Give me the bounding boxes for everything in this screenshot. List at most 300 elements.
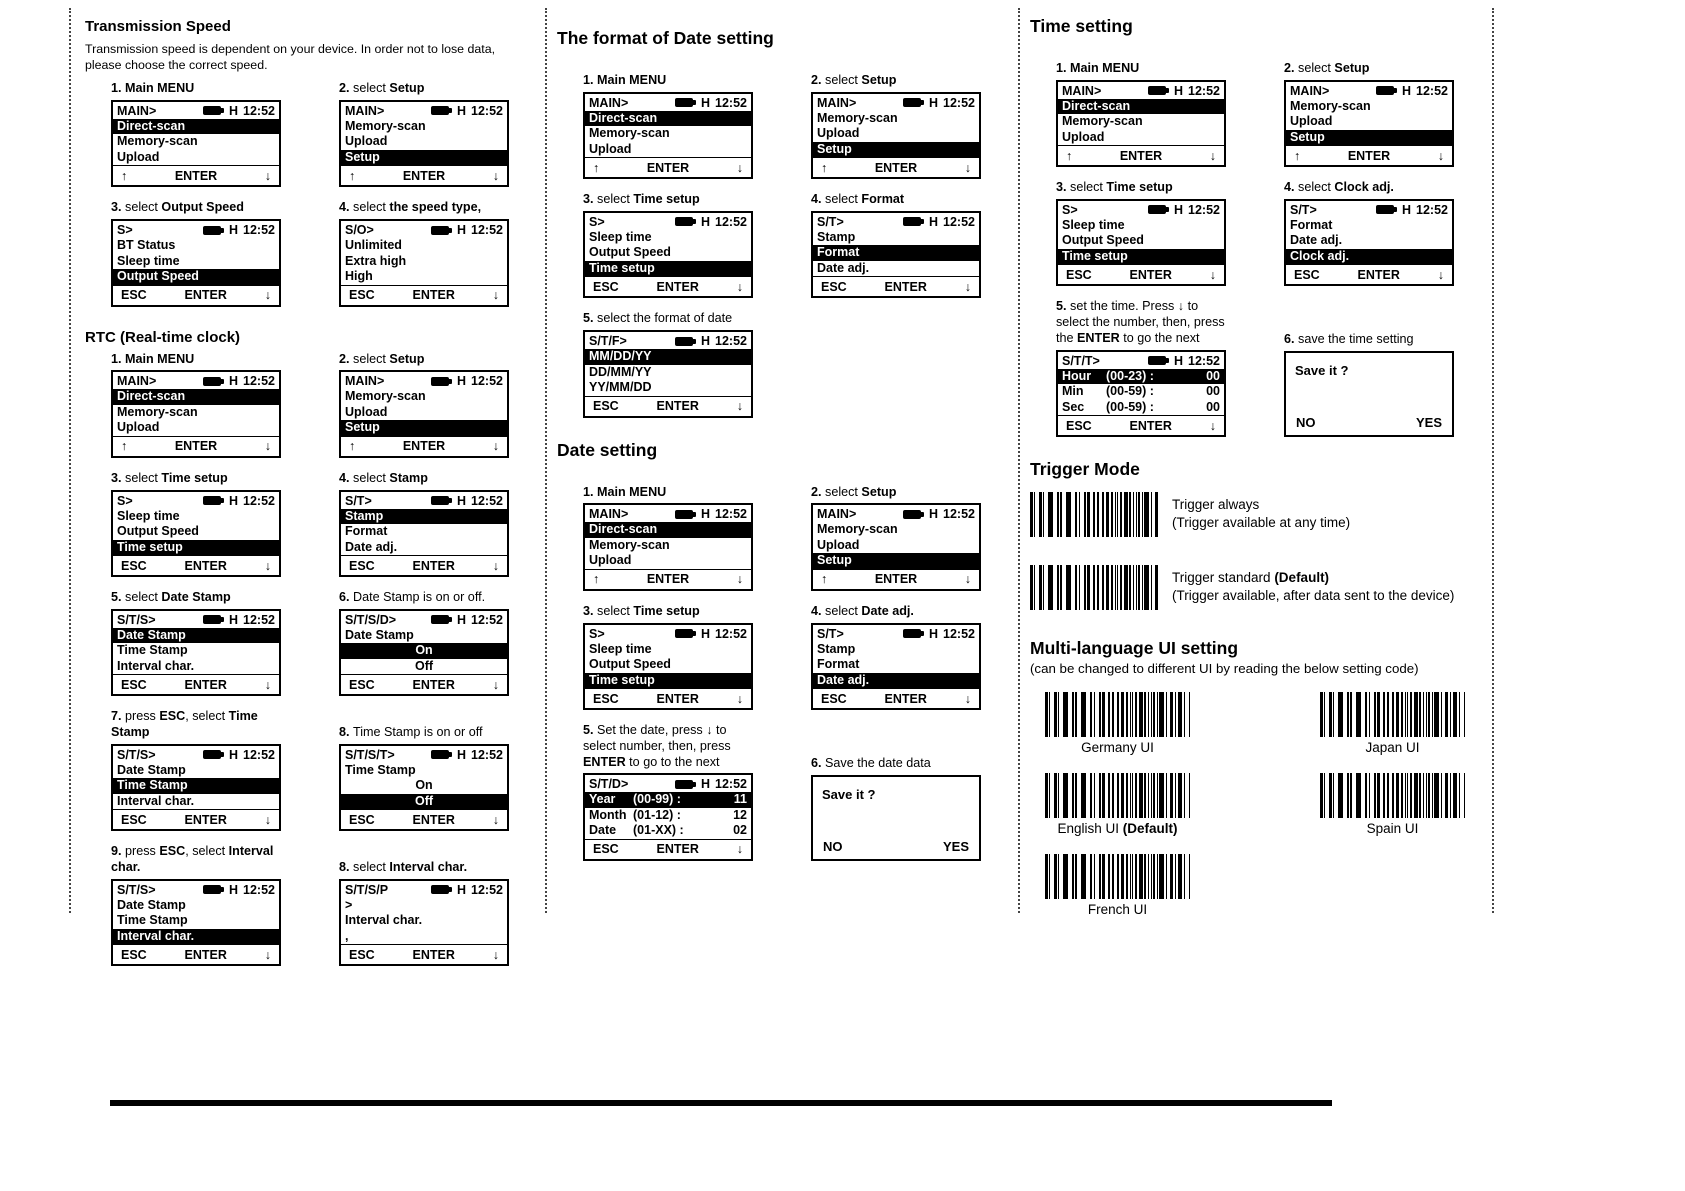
lcd-footer [1286,145,1452,165]
lcd-menu-item: Upload [117,149,160,164]
clock-text: 12:52 [243,223,275,238]
lcd-header [585,775,751,792]
lcd-status [1376,203,1448,217]
esc-label: ESC [121,288,147,303]
lcd-path: S> [1062,202,1078,217]
clock-text: 12:52 [471,374,503,389]
down-arrow-icon: ↓ [964,572,971,587]
kv-key: Sec [1062,399,1085,414]
clock-text: 12:52 [715,777,747,792]
step-label [811,756,931,772]
battery-icon [203,885,221,894]
battery-nub [921,100,924,105]
lcd-header [113,881,279,898]
text-segment: 5. [111,590,126,605]
text-segment: 2. [811,484,826,499]
lcd-menu-item: Format [813,245,979,261]
lcd-screen-date-adjust [583,773,753,861]
esc-label: ESC [1066,267,1092,282]
battery-nub [449,752,452,757]
esc-label: ESC [593,399,619,414]
lcd-menu-item: , [345,928,349,943]
hold-indicator: H [456,374,467,389]
lcd-screen-time-setup [1056,199,1226,287]
lcd-path: MAIN> [589,507,629,522]
text-segment: select [353,81,390,96]
lcd-status [431,104,503,118]
text-segment: select [1070,180,1107,195]
lcd-menu-item: Upload [817,537,860,552]
step-label [1056,61,1139,77]
battery-nub [1394,88,1397,93]
text-segment: 1. Main MENU [111,351,195,366]
lcd-footer [813,569,979,589]
enter-label: ENTER [412,947,455,962]
hold-indicator: H [1173,202,1184,217]
enter-label: ENTER [884,691,927,706]
text-segment: select [353,470,390,485]
battery-icon [431,226,449,235]
step [111,590,281,696]
lcd-footer [113,944,279,964]
battery-icon [675,780,693,789]
lcd-footer [1058,145,1224,165]
lcd-path: S/T/F> [589,334,627,349]
kv-key: Min [1062,384,1084,399]
lcd-menu-item: Time Stamp [117,913,188,928]
kv-value: 12 [733,807,747,822]
section-time-setting [1030,16,1475,437]
lcd-menu-item: Time Stamp [117,643,188,658]
lcd-menu-item: Upload [345,404,388,419]
step-label [339,590,485,606]
step-label [339,860,467,876]
down-arrow-icon: ↓ [736,279,743,294]
steps-grid [111,352,530,967]
save-actions [1296,415,1442,430]
battery-nub [221,379,224,384]
battery-nub [221,498,224,503]
step-label [583,723,753,770]
text-segment: Date Stamp [161,590,231,605]
barcode-trigger-always [1030,492,1158,537]
clock-text: 12:52 [471,493,503,508]
lcd-menu-item: MM/DD/YY [585,349,751,365]
text-segment: , select [185,709,229,724]
hold-indicator: H [1401,202,1412,217]
lcd-header [585,505,751,522]
battery-nub [449,108,452,113]
lcd-header [585,213,751,230]
battery-nub [693,339,696,344]
text-segment: select [825,73,862,87]
kv-value: 00 [1206,384,1220,399]
section-title: RTC (Real-time clock) [85,328,241,346]
lcd-screen-main-menu [583,92,753,180]
lcd-menu-item: Upload [589,553,632,568]
step-label [1284,61,1369,77]
clock-text: 12:52 [715,334,747,349]
lcd-footer [113,165,279,185]
step-label [339,352,424,368]
lcd-status [203,613,275,627]
column-separator [545,8,547,913]
lcd-header [585,332,751,349]
lcd-screen-stamp-select [339,490,509,578]
lcd-path: S/T/S> [117,747,156,762]
lcd-screen-setup-select [339,370,509,458]
battery-icon [1148,356,1166,365]
enter-label: ENTER [402,439,446,454]
battery-nub [449,617,452,622]
lcd-footer [585,688,751,708]
language-option [1030,692,1205,755]
language-option [1305,773,1480,836]
enter-label: ENTER [656,842,699,857]
battery-nub [693,512,696,517]
text-segment: Spain UI [1366,821,1419,837]
step-label [583,604,700,620]
battery-nub [221,752,224,757]
lcd-path: MAIN> [817,95,857,110]
text-segment: 4. [339,200,354,215]
lcd-menu-item: Setup [341,150,507,166]
lcd-path: S/T> [817,626,844,641]
clock-text: 12:52 [471,103,503,118]
lcd-path: S/T/S> [117,882,156,897]
lcd-menu-item: Upload [817,126,860,141]
lcd-path: MAIN> [589,95,629,110]
enter-label: ENTER [656,399,699,414]
hold-indicator: H [456,612,467,627]
step-label [1056,180,1173,196]
text-segment: Setup [389,81,425,96]
lcd-screen-interval-char [339,879,509,967]
lcd-footer [341,555,507,575]
battery-nub [221,617,224,622]
hold-indicator: H [228,882,239,897]
kv-key: Hour [1062,368,1092,383]
lcd-status [431,494,503,508]
lcd-path: S/T/S> [117,612,156,627]
lcd-footer [585,839,751,859]
lcd-screen-main-menu [111,370,281,458]
down-arrow-icon: ↓ [492,677,499,692]
enter-label: ENTER [412,812,455,827]
lcd-menu-item: Sleep time [589,641,652,656]
enter-label: ENTER [402,168,446,183]
down-arrow-icon: ↓ [736,160,743,175]
text-segment: press [125,844,160,859]
battery-icon [1376,86,1394,95]
enter-label: ENTER [1119,148,1163,163]
lcd-menu-item: Date adj. [345,539,398,554]
trigger-label [1172,569,1454,587]
lcd-menu-item [1058,400,1224,416]
lcd-menu-item: Upload [345,134,388,149]
step [1284,61,1454,167]
section-title: Multi-language UI setting [1030,638,1239,659]
hold-indicator: H [1173,83,1184,98]
step [1056,299,1226,437]
lcd-footer [1286,264,1452,284]
down-arrow-icon: ↓ [1209,418,1216,433]
lcd-header [1058,201,1224,218]
lcd-status [903,627,975,641]
enter-label: ENTER [646,572,690,587]
text-segment: 2. [339,81,354,96]
lcd-footer [585,276,751,296]
lcd-menu-item: Setup [813,553,979,569]
barcode-spain-ui [1320,773,1465,818]
step-label [1284,332,1414,348]
lcd-path: S> [117,493,133,508]
clock-text: 12:52 [715,626,747,641]
section-intro: Transmission speed is dependent on your device. In order not to lose data, please choose the correct speed. [85,42,496,73]
lcd-menu-item: Format [817,657,860,672]
step [111,200,281,306]
battery-icon [675,629,693,638]
step [583,73,753,179]
hold-indicator: H [928,507,939,522]
text-segment: 3. [1056,180,1071,195]
lcd-menu-item [585,823,751,839]
text-segment: select the format of date [597,311,733,326]
lcd-path: MAIN> [1062,83,1102,98]
battery-icon [431,750,449,759]
battery-icon [903,510,921,519]
text-segment: Setup [389,351,425,366]
lcd-header [113,492,279,509]
step [583,192,753,298]
text-segment: select [353,351,390,366]
lcd-menu-item: Memory-scan [817,110,898,125]
battery-nub [921,631,924,636]
step [811,485,981,591]
lcd-path: S/T> [1290,202,1317,217]
lcd-footer [813,157,979,177]
clock-text: 12:52 [243,747,275,762]
text-segment: 8. [339,860,354,875]
down-arrow-icon: ↓ [264,812,271,827]
text-segment: 6. [339,590,354,605]
lcd-status [431,748,503,762]
lcd-screen-setup-select [339,100,509,188]
lcd-menu-item: Date Stamp [117,897,186,912]
lcd-path: MAIN> [117,103,157,118]
lcd-screen-format-select [811,211,981,299]
kv-key: Date [589,823,617,838]
lcd-menu-item: Time setup [1058,249,1224,265]
lcd-footer [585,396,751,416]
down-arrow-icon: ↓ [264,558,271,573]
enter-label: ENTER [1129,267,1172,282]
battery-nub [1166,207,1169,212]
step-label [111,352,194,368]
step [339,200,509,306]
language-caption [1367,821,1419,836]
trigger-option [1030,492,1475,537]
esc-label: ESC [349,677,375,692]
text-segment: Date adj. [861,603,914,618]
lcd-menu-item: Clock adj. [1286,249,1452,265]
text-segment: 3. [583,603,598,618]
lcd-screen-time-setup [583,211,753,299]
hold-indicator: H [700,334,711,349]
step [583,723,753,861]
lcd-header [113,611,279,628]
text-segment: 4. [811,192,826,207]
text-segment: (Trigger available, after data sent to the device) [1172,588,1455,604]
text-segment: select [125,200,162,215]
barcode-germany-ui [1045,692,1190,737]
clock-text: 12:52 [243,103,275,118]
lcd-status [431,223,503,237]
step [339,709,509,831]
lcd-menu-item [585,792,751,808]
clock-text: 12:52 [471,223,503,238]
clock-text: 12:52 [243,882,275,897]
trigger-text [1172,496,1350,532]
lcd-menu-item: Sleep time [1062,217,1125,232]
battery-nub [921,512,924,517]
lcd-menu-item: Interval char. [345,913,423,928]
lcd-footer [341,165,507,185]
step [111,471,281,577]
step [111,709,281,831]
lcd-header [1286,82,1452,99]
lcd-menu-item: Extra high [345,253,407,268]
lcd-menu-item: Setup [1286,130,1452,146]
lcd-menu-item: Interval char. [117,658,195,673]
lcd-status [431,613,503,627]
hold-indicator: H [456,747,467,762]
text-segment: save the time setting [1298,332,1414,347]
clock-text: 12:52 [943,626,975,641]
battery-icon [675,98,693,107]
battery-icon [203,496,221,505]
lcd-path: S/T/T> [1062,353,1100,368]
lcd-path: MAIN> [345,103,385,118]
lcd-header [341,492,507,509]
language-grid [1030,692,1475,917]
lcd-menu-item: Format [1290,217,1333,232]
barcode-japan-ui [1320,692,1465,737]
section-title: Transmission Speed [85,18,231,35]
hold-indicator: H [700,507,711,522]
lcd-header [1286,201,1452,218]
down-arrow-icon: ↓ [1209,148,1216,163]
esc-label: ESC [121,677,147,692]
text-segment: Format [861,192,905,207]
lcd-menu-item: On [341,643,507,659]
lcd-screen-save-dialog [811,775,981,861]
hold-indicator: H [456,882,467,897]
lcd-menu-item: DD/MM/YY [589,364,652,379]
lcd-screen-date-adj-select [811,623,981,711]
down-arrow-icon: ↓ [1437,267,1444,282]
lcd-menu-item: Output Speed [113,269,279,285]
section-multi-language-ui-setting [1030,638,1475,917]
hold-indicator: H [1401,83,1412,98]
enter-label: ENTER [412,677,455,692]
up-arrow-icon: ↑ [1294,148,1301,163]
enter-label: ENTER [184,812,227,827]
lcd-menu-item: Off [341,794,507,810]
trigger-label [1172,496,1350,514]
lcd-header [341,102,507,119]
lcd-menu-item: Date adj. [813,673,979,689]
lcd-screen-save-dialog [1284,351,1454,437]
lcd-menu-item: Date adj. [1290,233,1343,248]
text-segment: select [825,192,862,207]
column-separator [69,8,71,913]
step-label [811,485,896,501]
lcd-path: S/T/S/D> [345,612,397,627]
text-segment: 4. [811,603,826,618]
down-arrow-icon: ↓ [964,279,971,294]
section-rtc-real-time-clock [85,329,530,967]
lcd-status [675,215,747,229]
step [811,192,981,298]
enter-label: ENTER [1357,267,1400,282]
text-segment: ESC [159,844,186,859]
up-arrow-icon: ↑ [349,439,356,454]
battery-nub [449,228,452,233]
text-segment: 7. [111,709,126,724]
up-arrow-icon: ↑ [349,168,356,183]
text-segment: Output Speed [161,200,244,215]
text-segment: select [125,590,162,605]
down-arrow-icon: ↓ [264,947,271,962]
clock-text: 12:52 [1416,202,1448,217]
lcd-status [203,104,275,118]
lcd-menu-item: Date Stamp [113,628,279,644]
esc-label: ESC [349,288,375,303]
lcd-menu-item: Upload [1290,114,1333,129]
lcd-footer [113,436,279,456]
column-3 [1030,16,1475,939]
esc-label: ESC [349,558,375,573]
lcd-footer [1058,415,1224,435]
lcd-screen-time-adjust [1056,350,1226,438]
text-segment: select [353,860,390,875]
text-segment: Trigger standard [1172,570,1275,586]
lcd-menu-item: Direct-scan [113,119,279,135]
lcd-header [113,221,279,238]
battery-nub [221,887,224,892]
kv-range: (00-59) : [1106,399,1154,414]
lcd-path: MAIN> [1290,83,1330,98]
lcd-menu-item: Stamp [341,509,507,525]
language-option [1030,773,1205,836]
step [1056,61,1226,167]
steps-grid [583,73,997,418]
text-segment: , select [185,844,229,859]
down-arrow-icon: ↓ [492,558,499,573]
esc-label: ESC [121,558,147,573]
step [583,311,753,417]
text-segment: select [353,200,390,215]
battery-icon [203,226,221,235]
hold-indicator: H [700,95,711,110]
step [339,590,509,696]
lcd-screen-speed-type [339,219,509,307]
down-arrow-icon: ↓ [736,842,743,857]
lcd-status [1148,84,1220,98]
battery-icon [903,98,921,107]
battery-icon [203,106,221,115]
